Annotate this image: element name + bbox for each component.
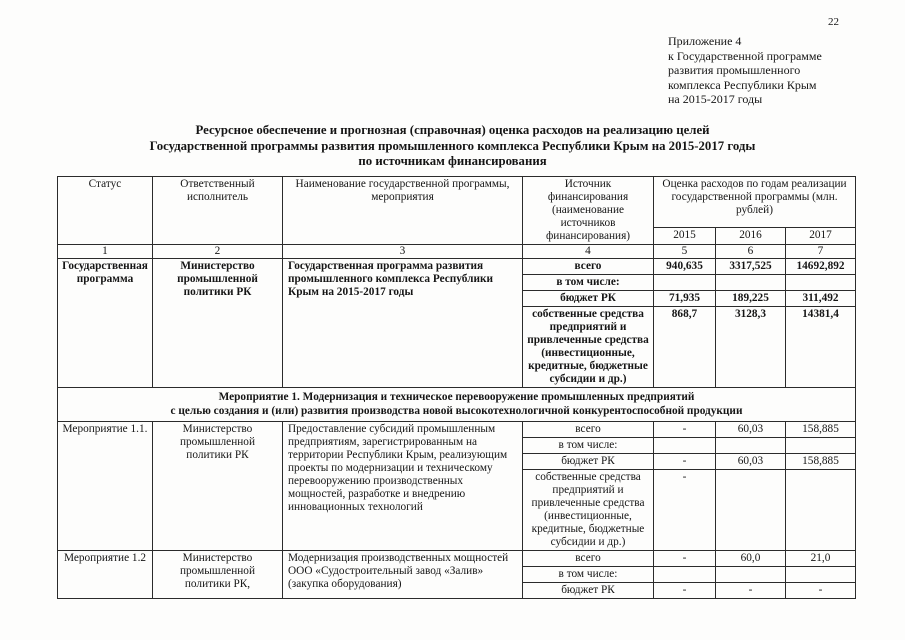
header-year-2016: 2016 [716,227,786,244]
title-line: по источникам финансирования [358,154,547,168]
section-banner-row [58,388,856,422]
header-year-2017: 2017 [786,227,856,244]
value-2015-cell [654,275,716,291]
value-2017-cell [786,567,856,583]
value-2015-cell: - [654,422,716,438]
status-cell: Мероприятие 1.1. [58,422,153,551]
header-executor: Ответственный исполнитель [153,177,283,245]
value-2015-cell: 940,635 [654,259,716,275]
executor-cell: Министерство промышленной политики РК [153,422,283,551]
annex-line: комплекса Республики Крым [668,77,817,92]
resource-table [57,176,856,599]
annex-line: к Государственной программе [668,48,822,63]
funding-source-cell: в том числе: [523,567,654,583]
program-name-cell: Предоставление субсидий промышленным предприятиям, зарегистрированным на территории Республики Крым, реализующим проекты по модернизации и техническому перевооружению производственных мощностей, разработке и внедрению инновационных технологий [283,422,523,551]
status-cell: Государственная программа [58,259,153,388]
value-2015-cell [654,438,716,454]
value-2015-cell: - [654,551,716,567]
funding-source-cell: всего [523,259,654,275]
annex-line: на 2015-2017 годы [668,92,763,106]
executor-cell: Министерство промышленной политики РК [153,259,283,388]
value-2016-cell [716,275,786,291]
value-2016-cell [716,567,786,583]
value-2016-cell [716,438,786,454]
value-2017-cell: 14692,892 [786,259,856,275]
value-2017-cell [786,438,856,454]
value-2016-cell: 60,03 [716,454,786,470]
value-2016-cell: 189,225 [716,291,786,307]
column-number: 3 [283,245,523,259]
funding-source-cell: всего [523,551,654,567]
page-number: 22 [828,16,839,28]
funding-source-cell: бюджет РК [523,291,654,307]
status-cell: Мероприятие 1.2 [58,551,153,599]
program-name-cell: Модернизация производственных мощностей ООО «Судостроительный завод «Залив» (закупка оборудования) [283,551,523,599]
banner-line: Мероприятие 1. Модернизация и техническое перевооружение промышленных предприятий [218,391,695,403]
header-funding-source: Источник финансирования (наименование источников финансирования) [523,177,654,245]
title-line: Ресурсное обеспечение и прогнозная (справочная) оценка расходов на реализацию целей [195,123,710,137]
value-2015-cell: 868,7 [654,307,716,388]
column-number: 6 [716,245,786,259]
value-2017-cell [786,275,856,291]
value-2017-cell: 158,885 [786,454,856,470]
value-2016-cell: 60,03 [716,422,786,438]
value-2016-cell: 60,0 [716,551,786,567]
value-2016-cell: - [716,583,786,599]
banner-line: с целью создания и (или) развития производства новой высокотехнологичной конкурентоспособной продукции [170,405,743,417]
value-2017-cell [786,470,856,551]
funding-source-cell: бюджет РК [523,454,654,470]
column-number: 1 [58,245,153,259]
column-number: 4 [523,245,654,259]
value-2015-cell [654,567,716,583]
funding-source-cell: собственные средства предприятий и привлеченные средства (инвестиционные, кредитные, бюджетные субсидии и др.) [523,307,654,388]
value-2015-cell: - [654,454,716,470]
value-2016-cell [716,470,786,551]
column-number: 2 [153,245,283,259]
program-name-cell: Государственная программа развития промышленного комплекса Республики Крым на 2015-2017 годы [283,259,523,388]
document-title [0,123,905,170]
annex-reference [668,34,822,107]
annex-line: развития промышленного [668,63,801,77]
annex-line: Приложение 4 [668,34,742,48]
value-2016-cell: 3128,3 [716,307,786,388]
funding-source-cell: в том числе: [523,275,654,291]
column-number: 5 [654,245,716,259]
column-numbering-row [58,245,856,259]
value-2016-cell: 3317,525 [716,259,786,275]
value-2015-cell: - [654,583,716,599]
table-row [58,422,856,438]
funding-source-cell: бюджет РК [523,583,654,599]
table-row [58,551,856,567]
header-year-2015: 2015 [654,227,716,244]
section-banner [58,388,856,422]
header-status: Статус [58,177,153,245]
value-2015-cell: - [654,470,716,551]
title-line: Государственной программы развития промышленного комплекса Республики Крым на 2015-2017 годы [149,138,756,153]
header-program-name: Наименование государственной программы, мероприятия [283,177,523,245]
executor-cell: Министерство промышленной политики РК, [153,551,283,599]
value-2017-cell: 158,885 [786,422,856,438]
funding-source-cell: в том числе: [523,438,654,454]
value-2017-cell: 311,492 [786,291,856,307]
table-row [58,259,856,275]
header-cost-estimate: Оценка расходов по годам реализации государственной программы (млн. рублей) [654,177,856,228]
value-2017-cell: 21,0 [786,551,856,567]
value-2017-cell: 14381,4 [786,307,856,388]
funding-source-cell: всего [523,422,654,438]
value-2017-cell: - [786,583,856,599]
funding-source-cell: собственные средства предприятий и привлеченные средства (инвестиционные, кредитные, бюджетные субсидии и др.) [523,470,654,551]
column-number: 7 [786,245,856,259]
table-header-row [58,177,856,228]
value-2015-cell: 71,935 [654,291,716,307]
